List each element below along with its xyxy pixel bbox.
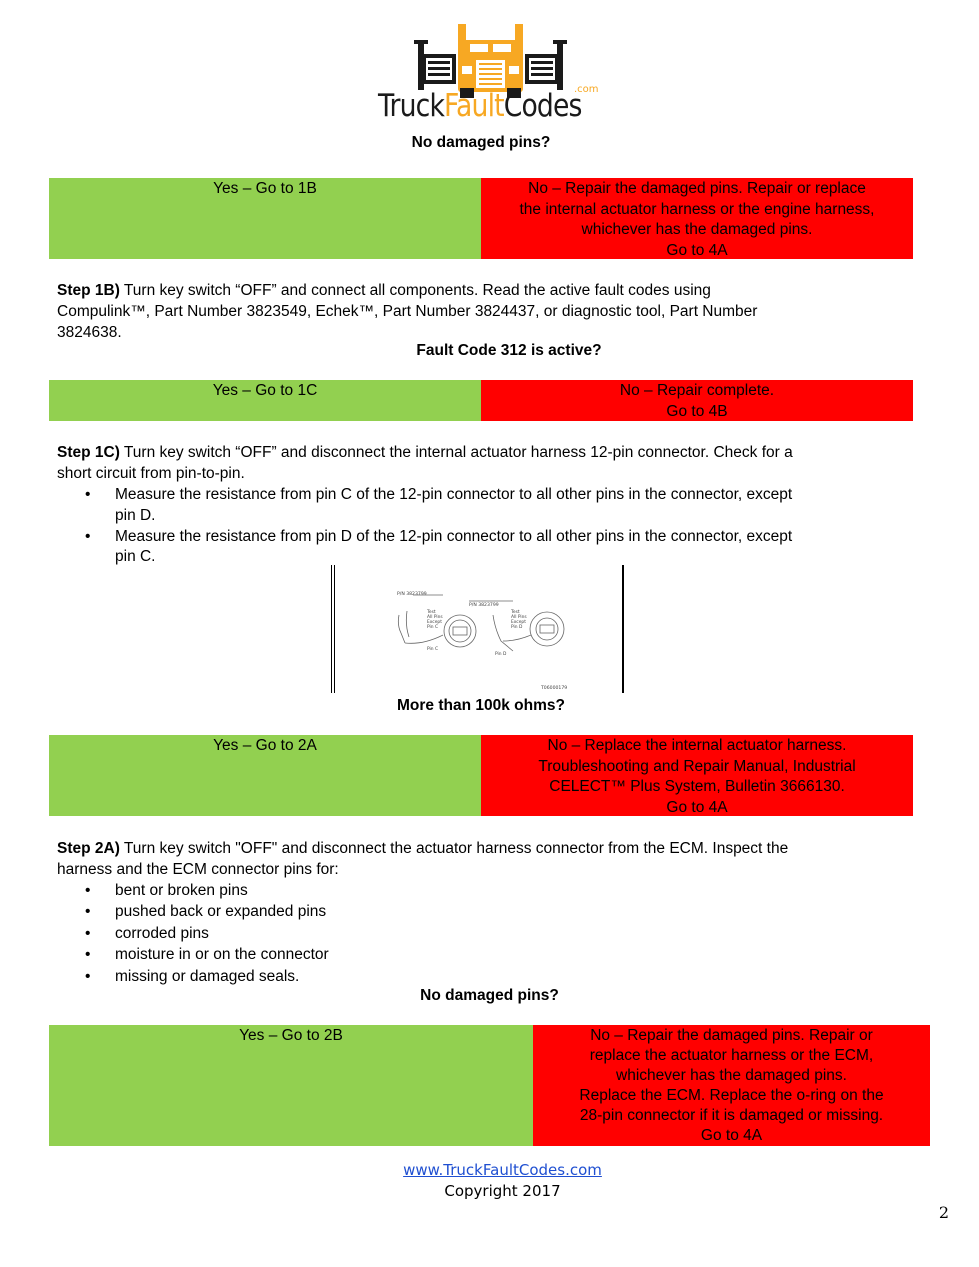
step-1c-paragraph — [57, 443, 902, 485]
table3-no-cell — [481, 735, 913, 816]
table1-no-line: Go to 4A — [666, 241, 728, 259]
table3-yes-text: Yes – Go to 2A — [213, 737, 317, 754]
bullet-icon: • — [85, 903, 91, 921]
table4-no-line: whichever has the damaged pins. — [616, 1067, 847, 1085]
bullet-icon: • — [85, 924, 91, 942]
bullet-text: pushed back or expanded pins — [115, 903, 327, 921]
step-1b-label: Step 1B) — [57, 282, 120, 299]
list-item — [57, 485, 902, 527]
step-1b-text: Turn key switch “OFF” and connect all components. Read the active fault codes using — [119, 282, 711, 299]
table4-no-cell — [533, 1025, 930, 1146]
table2-yes-cell — [49, 380, 481, 421]
step-1c-bullets — [57, 485, 902, 568]
bullet-text: bent or broken pins — [115, 882, 248, 899]
list-item — [57, 966, 902, 987]
table4-no-line: Replace the ECM. Replace the o-ring on the — [579, 1087, 884, 1105]
page-number: 2 — [938, 1203, 949, 1222]
logo-text-fault: Fault — [444, 88, 504, 124]
table4-no-line: Go to 4A — [700, 1127, 763, 1145]
bullet-text: Measure the resistance from pin D of the 12-pin connector to all other pins in the connector, except — [115, 527, 793, 545]
footer-website-link[interactable]: www.TruckFaultCodes.com — [403, 1161, 602, 1179]
step-1b-paragraph — [57, 281, 902, 343]
figure-label-test1: Test All Pins Except Pin C — [427, 610, 443, 630]
bullet-text: pin C. — [115, 548, 156, 566]
table3-no-line: CELECT™ Plus System, Bulletin 3666130. — [549, 778, 845, 795]
figure-left-rule — [331, 565, 335, 693]
step-2a-bullets — [57, 880, 902, 987]
table3-yes-cell — [49, 735, 481, 816]
question-more-than-100k: More than 100k ohms? — [397, 697, 565, 714]
table4-yes-cell — [49, 1025, 533, 1146]
step-2a-text: Turn key switch "OFF" and disconnect the actuator harness connector from the ECM. Inspect the — [119, 840, 789, 857]
connector-diagram-icon — [383, 585, 583, 695]
bullet-text: missing or damaged seals. — [115, 967, 300, 985]
bullet-icon: • — [85, 527, 91, 545]
figure-label-pn2: P/N 3823799 — [469, 603, 499, 608]
logo-wordmark — [378, 88, 582, 128]
table1-yes-cell — [49, 178, 481, 259]
logo-text-truck: Truck — [378, 88, 445, 124]
step-1b-text: 3824638. — [57, 323, 122, 341]
bullet-icon: • — [85, 882, 91, 899]
figure-id: T06000179 — [541, 686, 568, 691]
table1-no-line: the internal actuator harness or the engine harness, — [519, 200, 875, 218]
bullet-text: moisture in or on the connector — [115, 946, 329, 964]
table4-no-line: No – Repair the damaged pins. Repair or — [590, 1027, 873, 1044]
list-item — [57, 923, 902, 944]
list-item — [57, 901, 902, 922]
table4-no-line: replace the actuator harness or the ECM, — [589, 1047, 874, 1065]
question-fault-code-active: Fault Code 312 is active? — [416, 342, 602, 359]
step-1b-text: Compulink™, Part Number 3823549, Echek™, Part Number 3824437, or diagnostic tool, Part Number — [57, 302, 758, 320]
bullet-text: corroded pins — [115, 924, 209, 942]
question-no-damaged-pins-2: No damaged pins? — [420, 987, 559, 1004]
table1-no-line: No – Repair the damaged pins. Repair or replace — [528, 180, 866, 197]
table3-no-line: Go to 4A — [666, 798, 728, 816]
table1-yes-text: Yes – Go to 1B — [213, 180, 317, 197]
figure-label-test2: Test All Pins Except Pin D — [511, 610, 527, 630]
logo — [378, 20, 603, 130]
step-1c-text: short circuit from pin-to-pin. — [57, 464, 245, 482]
footer-copyright: Copyright 2017 — [444, 1182, 561, 1200]
connector-figure — [331, 565, 625, 695]
bullet-text: Measure the resistance from pin C of the 12-pin connector to all other pins in the connector, except — [115, 486, 793, 503]
table2-no-line: Go to 4B — [666, 402, 728, 420]
list-item — [57, 880, 902, 901]
table4-yes-text: Yes – Go to 2B — [239, 1027, 343, 1044]
table2-no-cell — [481, 380, 913, 421]
list-item — [57, 527, 902, 569]
figure-label-pinc: Pin C — [427, 647, 439, 652]
step-1c-label: Step 1C) — [57, 444, 120, 461]
logo-text-codes: Codes — [503, 88, 582, 124]
step-2a-label: Step 2A) — [57, 840, 120, 857]
table2-no-line: No – Repair complete. — [619, 382, 775, 399]
table4-no-line: 28-pin connector if it is damaged or missing. — [579, 1107, 884, 1125]
step-1c-text: Turn key switch “OFF” and disconnect the internal actuator harness 12-pin connector. Check for a — [119, 444, 793, 461]
question-no-damaged-pins: No damaged pins? — [411, 134, 551, 151]
table1-no-cell — [481, 178, 913, 259]
bullet-text: pin D. — [115, 506, 156, 524]
bullet-icon: • — [85, 946, 91, 964]
table3-no-line: No – Replace the internal actuator harness. — [547, 737, 847, 754]
figure-label-pind: Pin D — [495, 652, 507, 657]
logo-text-com: .com — [574, 84, 599, 95]
bullet-icon: • — [85, 967, 91, 985]
bullet-icon: • — [85, 486, 91, 503]
step-2a-paragraph — [57, 839, 902, 881]
list-item — [57, 944, 902, 965]
figure-label-pn1: P/N 3823799 — [397, 592, 427, 597]
table3-no-line: Troubleshooting and Repair Manual, Industrial — [538, 757, 856, 775]
step-2a-text: harness and the ECM connector pins for: — [57, 860, 339, 878]
table2-yes-text: Yes – Go to 1C — [212, 382, 318, 399]
table1-no-line: whichever has the damaged pins. — [581, 221, 813, 238]
figure-right-rule — [622, 565, 624, 693]
